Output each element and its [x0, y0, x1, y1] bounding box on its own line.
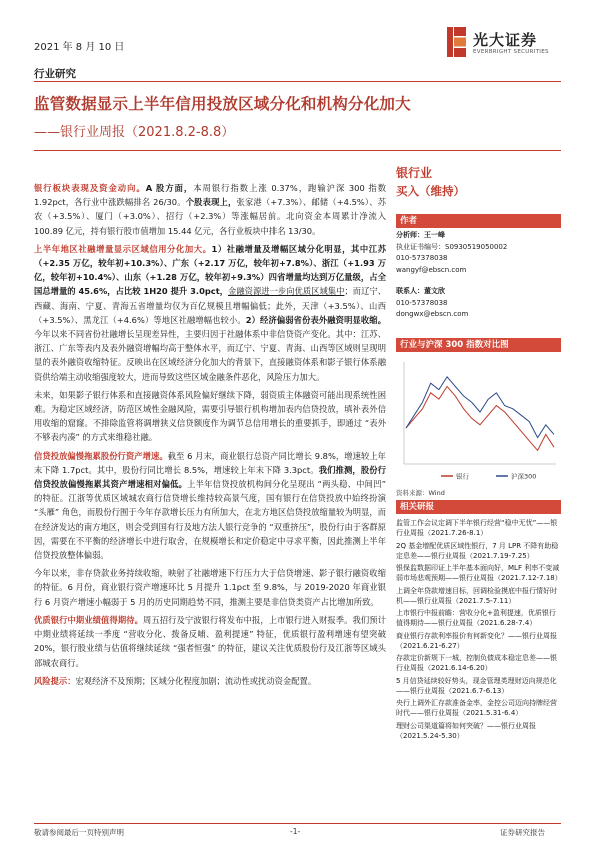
inline-bold: 1）社融增量及增幅区域分化明显，其中江苏（+2.35 万亿，较年初+10.3%）、广东（+2.17 万亿，较年初+7.8%）、浙江（+1.93 万亿，较年初+10.4%）、山东（+1.28 万亿，较年初+9.3%）四省增量均达到万亿量级，占全国总增量的 45.6%，占比较 1H20 提升 3.0pct， [34, 243, 386, 297]
contact-phone: 010-57378038 [396, 298, 448, 307]
underlined-text: 金融资源进一步向优质区域集中 [228, 286, 345, 297]
related-report-item[interactable]: 上调全年贷款增速目标，回调检验摸底中报行情好时机——银行业周报（2021.7.5-7.11） [396, 586, 557, 605]
rating-label: 买入（维持） [396, 184, 465, 198]
section-heading: 风险提示： [34, 675, 76, 686]
index-comparison-chart [396, 354, 561, 484]
legend-label: 银行 [456, 472, 469, 481]
body-text: 截至 6 月末，商业银行总资产同比增长 9.8%，增速较上年末下降 1.7pct。其中，股份行同比增长 8.5%，增速较上年末下降 3.3pct。 [34, 450, 386, 475]
related-report-item[interactable]: 银保监数据印证上半年基本面向好，MLF 利率不变减弱市场悲观预期——银行业周报（2021.7.12-7.18） [396, 564, 562, 582]
related-report-item[interactable]: 央行上调外汇存款准备金率，金控公司迈向持牌经营时代——银行业周报（2021.5.31-6.4） [396, 699, 557, 717]
paragraph-credit-growth [34, 449, 386, 563]
body-text: 今年以来不同省份社融增长呈现差异性，主要归因于社融体系中非信贷资产变化。其中：江苏、浙江、广东等表内及表外融资增幅均高于整体水平，而辽宁、宁夏、青海、山西等区域则呈现明显的表外融资收缩特征。反映出在区域经济分化加大的背景下，直接融资体系和影子银行体系融资供给端主动收缩强度较大，进而导致这些区域金融条件恶化，风险压力加大。 [34, 329, 386, 382]
series-line-1 [406, 377, 554, 438]
logo-text-cn: 光大证券 [473, 31, 538, 49]
report-subtitle: ——银行业周报（2021.8.2-8.8） [34, 125, 235, 140]
body-text: 张家港（+7.3%）、邮储（+4.5%）、苏农（+3.5%）、厦门（+3.0%）、招行（+2.3%）等涨幅居前。北向资金本周累计净流入 100.89 亿元，持有银行股市值增加 15.44 亿元，各行业板块中排名 13/30。 [34, 197, 386, 236]
section-heading: 信贷投放偏慢拖累股份行资产增速。 [34, 450, 168, 461]
author-section-bar: 作者 [396, 214, 561, 228]
legend-label: 沪深300 [511, 472, 537, 481]
contact-email[interactable]: dongwx@ebscn.com [396, 310, 469, 318]
footer-divider [34, 823, 561, 824]
report-title: 监管数据显示上半年信用投放区域分化和机构分化加大 [34, 95, 411, 113]
title-divider [34, 150, 561, 151]
body-text: ；而辽宁、西藏、海南、宁夏、青海五省增量均仅为百亿规模且增幅偏低；此外，天津（+3.5%）、山西（+3.5%）、黑龙江（+4.6%）等地区社融增幅也较小。 [34, 286, 386, 325]
chart-source: 资料来源：Wind [396, 489, 445, 497]
body-text: 周五招行及宁波银行将发布中报，上市银行进入财报季。我们预计中期业绩将延续一季度 “营收分化、拨备反哺、盈利提速” 特征，优质银行盈利增速有望突破 20%，银行股业绩与估值将继续延续 “强者恒强” 的特征，建议关注优质股份行及江浙等区域头部城农商行。 [34, 614, 386, 668]
section-heading: 优质银行中期业绩值得期待。 [34, 614, 143, 625]
paragraph-outlook [34, 388, 386, 445]
paragraph-asset-growth [34, 566, 386, 609]
chart-section-bar: 行业与沪深 300 指数对比图 [396, 338, 561, 352]
related-report-item[interactable]: 5 月信贷延续较好势头，现金管理类理财迈向规范化——银行业周报（2021.6.7-6.13） [396, 676, 557, 695]
body-text: 本周银行指数上涨 0.37%，跑输沪深 300 指数 1.92pct，各行业中涨跌幅排名 26/30。 [34, 183, 386, 208]
main-body [34, 181, 386, 692]
chart-svg [396, 354, 561, 484]
industry-label: 银行业 [396, 166, 433, 180]
report-category: 行业研究 [34, 68, 76, 80]
page-number: -1- [290, 827, 301, 836]
inline-bold: 我们推测，股份行信贷投放偏慢拖累其资产增速相对偏低。 [34, 464, 386, 490]
related-report-item[interactable]: 存款定价新规下一城，控制负债成本稳定息差——银行业周报（2021.6.14-6.20） [396, 654, 557, 672]
related-section-bar: 相关研报 [396, 500, 561, 514]
footer-disclaimer[interactable]: 敬请参阅最后一页特别声明 [34, 828, 124, 837]
author-info [396, 230, 561, 321]
analyst-phone: 010-57378038 [396, 254, 448, 262]
related-report-item[interactable]: 理财公司渠道篇将如何突破？——银行业周报（2021.5.24-5.30） [396, 721, 536, 740]
contact-name: 联系人：董文欣 [396, 287, 445, 295]
body-text: 今年以来，非存贷款业务持续收缩，映射了社融增速下行压力大于信贷增速、影子银行融资收缩的特征。6 月份，商业银行资产增速环比 5 月提升 1.1pct 至 9.8%，与 2019-2020 年商业银行 6 月资产增速小幅弱于 5 月的历史同期趋势不同，推测主要是非信贷类资产占比增加所致。 [34, 568, 386, 607]
company-logo [447, 27, 567, 61]
header-divider [34, 81, 561, 82]
logo-mark-icon [447, 27, 467, 57]
report-date: 2021 年 8 月 10 日 [34, 42, 125, 53]
series-line-0 [406, 386, 554, 450]
section-heading: 上半年地区社融增量显示区域信用分化加大。 [34, 243, 212, 254]
inline-bold: 2）经济偏弱省份表外融资明显收缩。 [245, 314, 386, 325]
inline-bold: 个股表现上， [185, 197, 237, 208]
related-report-item[interactable]: 商业银行存款利率报价有何新变化？——银行业周报（2021.6.21-6.27） [396, 631, 557, 650]
paragraph-sector-performance [34, 181, 386, 238]
footer-report-type: 证券研究报告 [500, 828, 545, 837]
related-report-item[interactable]: 上市银行中报前瞻：营收分化+盈利提速，优质银行值得期待——银行业周报（2021.6.28-7.4） [396, 609, 556, 627]
inline-bold: A 股方面， [145, 183, 194, 193]
analyst-cert: 执业证书编号：S0930519050002 [396, 242, 508, 251]
related-report-item[interactable]: 监管工作会议定调下半年银行经营“稳中无忧”——银行业周报（2021.7.26-8.1） [396, 519, 558, 537]
body-text: 宏观经济不及预期；区域分化程度加剧；流动性或扰动资金配置。 [75, 675, 317, 686]
body-text: 上半年信贷投放机构间分化呈现出 “两头稳、中间凹” 的特征。江浙等优质区域城农商行信贷增长维持较高景气度，国有银行在信贷投放中始终扮演 “头雁” 角色，而股份行囿于今年存款增长压力有所加大，在北方地区信贷投放缩量较为明显，而在经济发达的南方地区，则会受到国有行及地方法人银行竞争的 “双重挤压”，股份行由于客群原因，需要在不平衡的经济增长中进行取舍，在规模增长和定价稳定中寻求平衡，因此推测上半年信贷投放整体偏弱。 [34, 479, 386, 561]
paragraph-earnings [34, 613, 386, 670]
related-report-item[interactable]: 2Q 基金增配优质区域性银行，7 月 LPR 不降有助稳定息差——银行业周报（2021.7.19-7.25） [396, 541, 559, 560]
section-heading: 银行板块表现及资金动向。 [34, 183, 146, 193]
related-reports-list [396, 518, 561, 743]
analyst-name: 分析师：王一峰 [396, 231, 445, 239]
paragraph-regional-financing [34, 242, 386, 384]
logo-text-en: EVERBRIGHT SECURITIES [473, 49, 549, 55]
body-text: 未来，如果影子银行体系和直接融资体系风险偏好继续下降，弱资质主体融资可能出现系统性困难。为稳定区域经济，防范区域性金融风险，需要引导银行机构增加表内信贷投放，填补表外信用收缩的窟窿。不排除监管将调增狭义信贷额度作为调节总信用增长的重要抓手，即通过 “表外不够表内凑” 的方式来维稳社融。 [34, 389, 386, 443]
paragraph-risk [34, 674, 386, 688]
analyst-email[interactable]: wangyf@ebscn.com [396, 265, 467, 274]
